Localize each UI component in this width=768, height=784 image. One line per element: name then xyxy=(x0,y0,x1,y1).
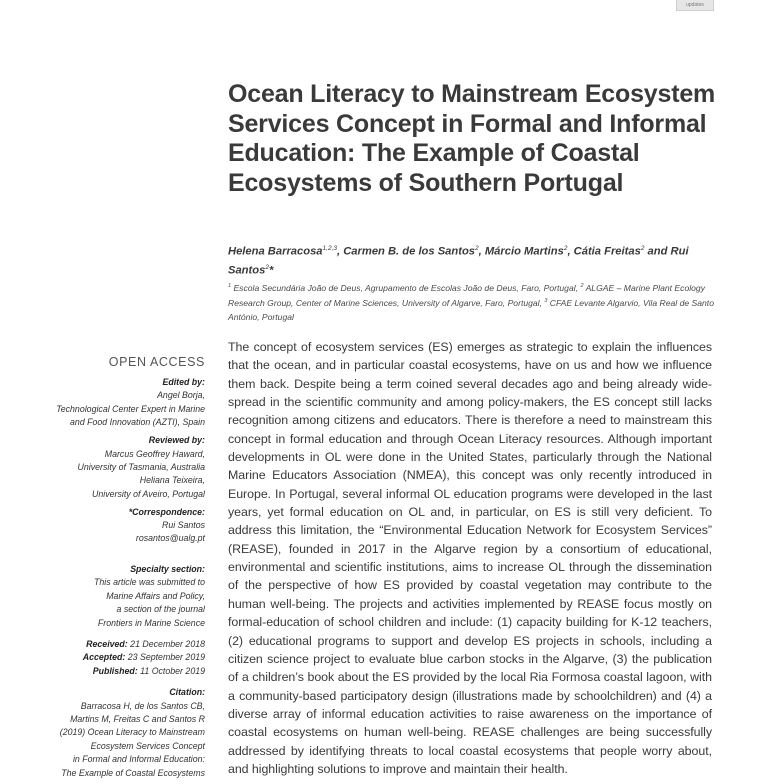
citation-line: Martins M, Freitas C and Santos R xyxy=(70,713,205,724)
article-info-sidebar xyxy=(35,354,205,784)
editor-line: Angel Borja, xyxy=(157,390,205,401)
corresponding-author-mark: * xyxy=(268,264,274,277)
published-date xyxy=(35,665,205,678)
open-access-label: OPEN ACCESS xyxy=(108,355,205,369)
affiliation-text: CFAE Levante Algarvio, Vila Real de Santo António, Portugal xyxy=(228,298,714,322)
specialty-section-label: Specialty section: xyxy=(130,563,205,574)
reviewed-by-block xyxy=(35,434,205,501)
check-for-updates-badge[interactable]: updates xyxy=(676,0,714,11)
author-affil-ref: 2 xyxy=(640,245,645,252)
citation-line: (2019) Ocean Literacy to Mainstream xyxy=(59,727,205,738)
correspondence-block xyxy=(35,506,205,546)
author-affil-ref: 2 xyxy=(475,245,479,252)
dates-block xyxy=(35,638,205,678)
citation-line: Barracosa H, de los Santos CB, xyxy=(80,700,205,711)
citation-block xyxy=(35,686,205,780)
received-value: 21 December 2018 xyxy=(127,638,205,649)
affiliation-text: ALGAE – Marine Plant Ecology Research Group, Center of Marine Sciences, University of Algarve, Faro, Portugal, xyxy=(228,282,705,309)
specialty-line: This article was submitted to xyxy=(94,577,205,588)
accepted-label: Accepted: xyxy=(82,652,126,663)
received-label: Received: xyxy=(86,638,128,649)
author-affil-ref: 2 xyxy=(563,245,568,252)
citation-line: Ecosystem Services Concept xyxy=(90,740,205,751)
citation-line: The Example of Coastal Ecosystems xyxy=(61,767,205,778)
citation-line: in Formal and Informal Education: xyxy=(72,754,205,765)
reviewer-line: University of Tasmania, Australia xyxy=(77,461,205,472)
correspondence-label: *Correspondence: xyxy=(128,506,205,517)
specialty-section-block xyxy=(35,563,205,630)
author-name[interactable]: Helena Barracosa xyxy=(228,245,323,258)
author-affil-ref: 1,2,3 xyxy=(322,245,337,252)
reviewer-line: Heliana Teixeira, xyxy=(139,475,205,486)
specialty-line: a section of the journal xyxy=(116,604,205,615)
published-value: 11 October 2019 xyxy=(137,665,205,676)
affil-number: 3 xyxy=(544,298,548,305)
correspondent-name: Rui Santos xyxy=(161,520,205,531)
edited-by-label: Edited by: xyxy=(162,377,205,387)
citation-label: Citation: xyxy=(169,687,205,698)
accepted-date xyxy=(35,651,205,664)
affil-number: 1 xyxy=(228,283,232,289)
accepted-value: 23 September 2019 xyxy=(125,652,205,663)
specialty-line: Frontiers in Marine Science xyxy=(97,617,205,628)
author-list xyxy=(228,241,708,278)
author-name[interactable]: , Márcio Martins xyxy=(478,245,564,258)
reviewer-line: University of Aveiro, Portugal xyxy=(92,488,205,499)
reviewed-by-label: Reviewed by: xyxy=(148,435,205,446)
published-label: Published: xyxy=(92,665,138,676)
specialty-line: Marine Affairs and Policy, xyxy=(106,590,205,601)
editor-line: and Food Innovation (AZTI), Spain xyxy=(70,417,205,428)
author-name[interactable]: , Carmen B. de los Santos xyxy=(337,245,476,258)
author-name[interactable]: and Rui Santos xyxy=(228,245,689,277)
correspondent-email-link[interactable]: rosantos@ualg.pt xyxy=(135,533,205,544)
article-title: Ocean Literacy to Mainstream Ecosystem Services Concept in Formal and Informal Education: The Example of Coastal Ecosystems of Southern Portugal xyxy=(228,80,716,198)
affiliation-text: Escola Secundária João de Deus, Agrupamento de Escolas João de Deus, Faro, Portugal, xyxy=(231,282,581,293)
reviewer-line: Marcus Geoffrey Haward, xyxy=(104,448,205,459)
editor-line: Technological Center Expert in Marine xyxy=(56,403,205,414)
abstract: The concept of ecosystem services (ES) emerges as strategic to explain the influences that the ocean, and in particular coastal ecosystems, have on us and how we influence them back. Despite being a term coined several decades ago and being already wide-spread in the scientific community and among policy-makers, the ES concept still lacks recognition among citizens and educators. There is therefore a need to mainstream this concept in formal education and through Ocean Literacy resources. Although important developments in OL were done in the United States, particularly through the National Marine Educators Association (NMEA), this concept was only recently introduced in Europe. In Portugal, several informal OL education programs were developed in the last years, yet formal education on OL and, in particular, on ES is still very deficient. To address this limitation, the “Environmental Education Network for Ecosystem Services” (REASE), founded in 2017 in the Algarve region by a consortium of educational, environmental and scientific institutions, aims to increase OL through the dissemination of the perspective of how ES provided by coastal vegetation may contribute to the human well-being. The projects and activities implemented by REASE focus mostly on formal-education of school children and include: (1) capacity building for K-12 teachers, (2) educational programs to support and develop ES projects in schools, including a citizen science project to evaluate blue carbon stocks in the Algarve, (3) the publication of a children’s book about the ES provided by the local Ria Formosa coastal lagoon, with a community-based participatory design (illustrations made by schoolchildren) and (4) a diverse array of informal education activities to raise awareness on the importance of coastal ecosystems on human well-being. REASE challenges are being successfully addressed by identifying threats to local coastal ecosystems that people worry about, and highlighting solutions to improve and maintain their health. xyxy=(228,340,712,776)
author-name[interactable]: , Cátia Freitas xyxy=(567,245,641,258)
author-affil-ref: 2 xyxy=(265,263,269,271)
affil-number: 2 xyxy=(580,283,584,289)
affiliations xyxy=(228,280,718,324)
edited-by-block xyxy=(35,376,205,430)
received-date xyxy=(35,638,205,651)
